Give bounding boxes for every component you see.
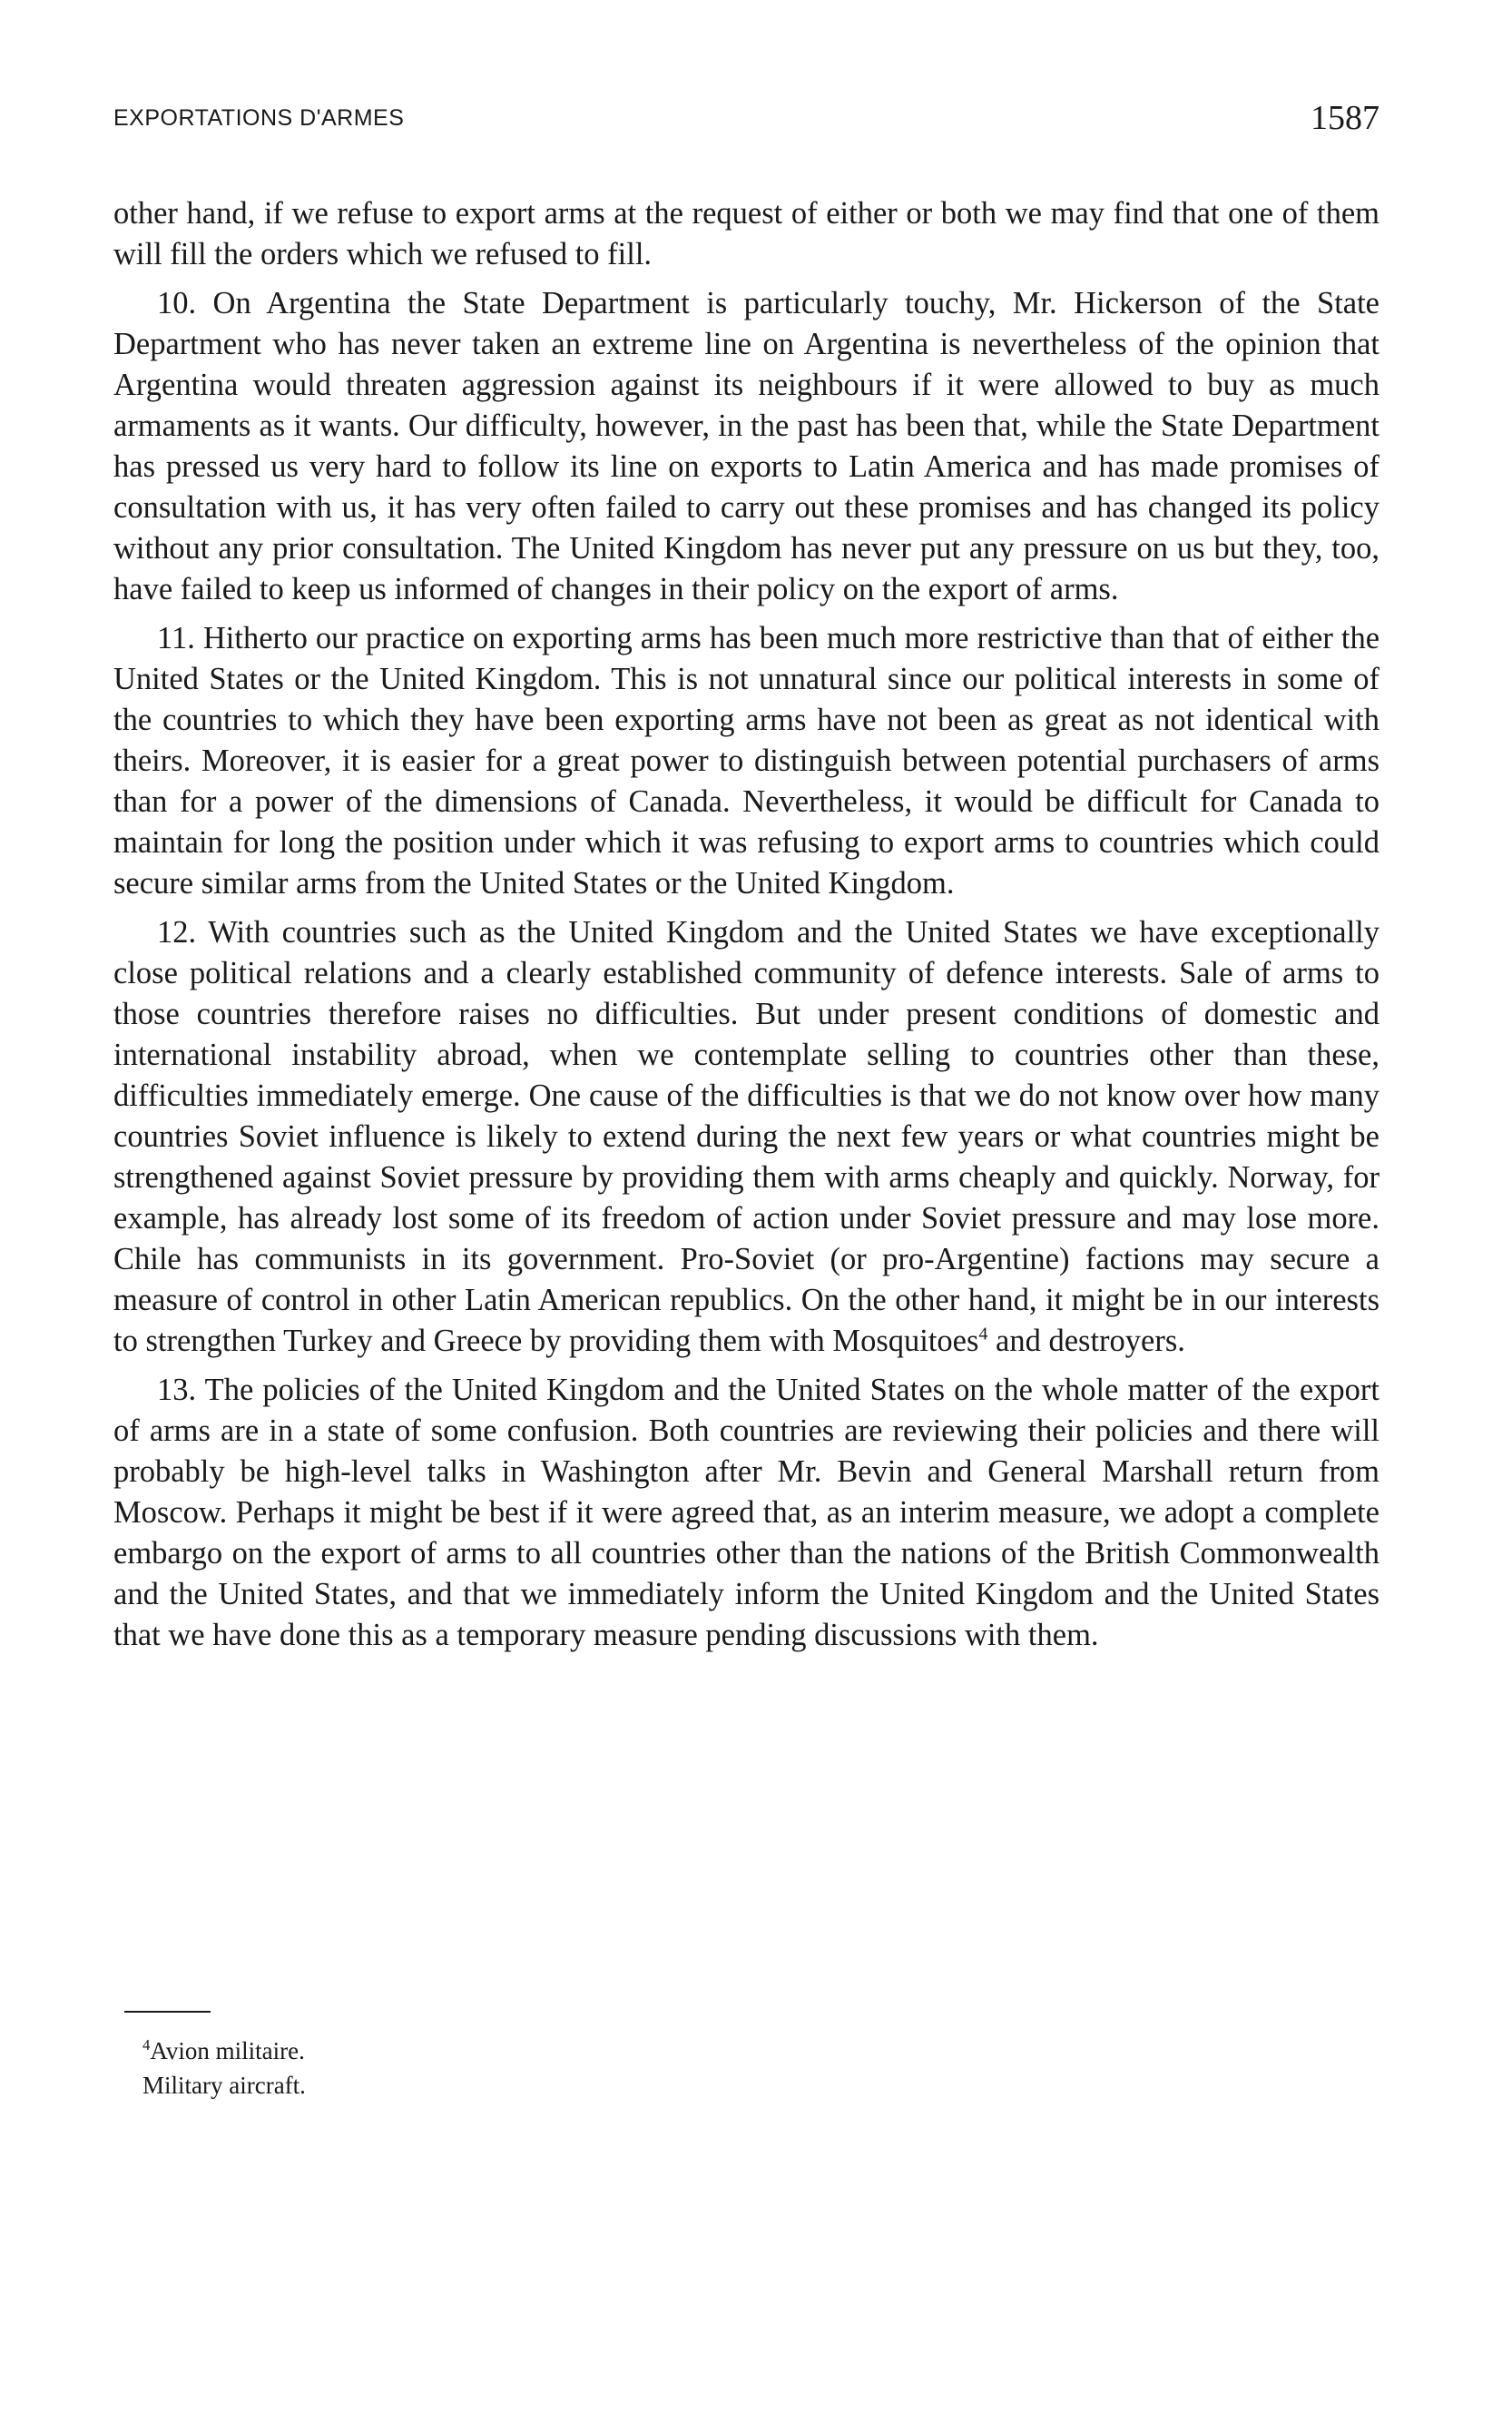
paragraph-10 — [113, 283, 1379, 610]
body-text — [113, 193, 1379, 1664]
paragraph-11 — [113, 618, 1379, 904]
footnote-reference[interactable]: 4 — [978, 1324, 988, 1344]
running-head — [113, 98, 1379, 143]
paragraph-number: 10. — [157, 286, 197, 320]
footnote-text-english: Military aircraft. — [142, 2072, 306, 2099]
running-title: EXPORTATIONS D'ARMES — [113, 105, 405, 131]
footnote-text-french: Avion militaire. — [150, 2037, 305, 2064]
paragraph-text: other hand, if we refuse to export arms at the request of either or both we may find that one of them will fill the orders which we refused to fill. — [113, 196, 1379, 271]
footnote-line-2 — [113, 2068, 658, 2103]
paragraph-text: Hitherto our practice on exporting arms has been much more restrictive than that of either the United States or the United Kingdom. This is not unnatural since our political interests in some of the countries to which they have been exporting arms have not been as great as not identical with theirs. Moreover, it is easier for a great power to distinguish between potential purchasers of arms than for a power of the dimensions of Canada. Nevertheless, it would be difficult for Canada to maintain for long the position under which it was refusing to export arms to countries which could secure similar arms from the United States or the United Kingdom. — [113, 621, 1380, 901]
paragraph-text: The policies of the United Kingdom and the United States on the whole matter of the export of arms are in a state of some confusion. Both countries are reviewing their policies and there will probably be high-level talks in Washington after Mr. Bevin and General Marshall return from Moscow. Perhaps it might be best if it were agreed that, as an interim measure, we adopt a complete embargo on the export of arms to all countries other than the nations of the British Commonwealth and the United States, and that we immediately inform the United Kingdom and the United States that we have done this as a temporary measure pending discussions with them. — [113, 1373, 1379, 1652]
page-number: 1587 — [1311, 99, 1379, 137]
paragraph-text-tail: and destroyers. — [987, 1324, 1185, 1358]
paragraph-text: On Argentina the State Department is particularly touchy, Mr. Hickerson of the State Department who has never taken an extreme line on Argentina is nevertheless of the opinion that Argentina would threaten aggression against its neighbours if it were allowed to buy as much armaments as it wants. Our difficulty, however, in the past has been that, while the State Department has pressed us very hard to follow its line on exports to Latin America and has made promises of consultation with us, it has very often failed to carry out these promises and has changed its policy without any prior consultation. The United Kingdom has never put any pressure on us but they, too, have failed to keep us informed of changes in their policy on the export of arms. — [113, 286, 1379, 606]
paragraph-number: 12. — [157, 915, 197, 950]
paragraph-number: 11. — [157, 621, 195, 655]
paragraph-12 — [113, 912, 1379, 1362]
paragraph-continuation — [113, 193, 1379, 275]
footnote-divider — [124, 2011, 211, 2013]
paragraph-13 — [113, 1370, 1379, 1656]
footnote-line-1 — [113, 2034, 658, 2068]
paragraph-text: With countries such as the United Kingdom and the United States we have exceptionally close political relations and a clearly established community of defence interests. Sale of arms to those countries therefore raises no difficulties. But under present conditions of domestic and international instability abroad, when we contemplate selling to countries other than these, difficulties immediately emerge. One cause of the difficulties is that we do not know over how many countries Soviet influence is likely to extend during the next few years or what countries might be strengthened against Soviet pressure by providing them with arms cheaply and quickly. Norway, for example, has already lost some of its freedom of action under Soviet pressure and may lose more. Chile has communists in its government. Pro-Soviet (or pro-Argentine) factions may secure a measure of control in other Latin American republics. On the other hand, it might be in our interests to strengthen Turkey and Greece by providing them with Mosquitoes — [113, 915, 1379, 1358]
footnote-area — [113, 2011, 658, 2103]
footnote-mark: 4 — [142, 2036, 151, 2054]
paragraph-number: 13. — [157, 1373, 197, 1407]
